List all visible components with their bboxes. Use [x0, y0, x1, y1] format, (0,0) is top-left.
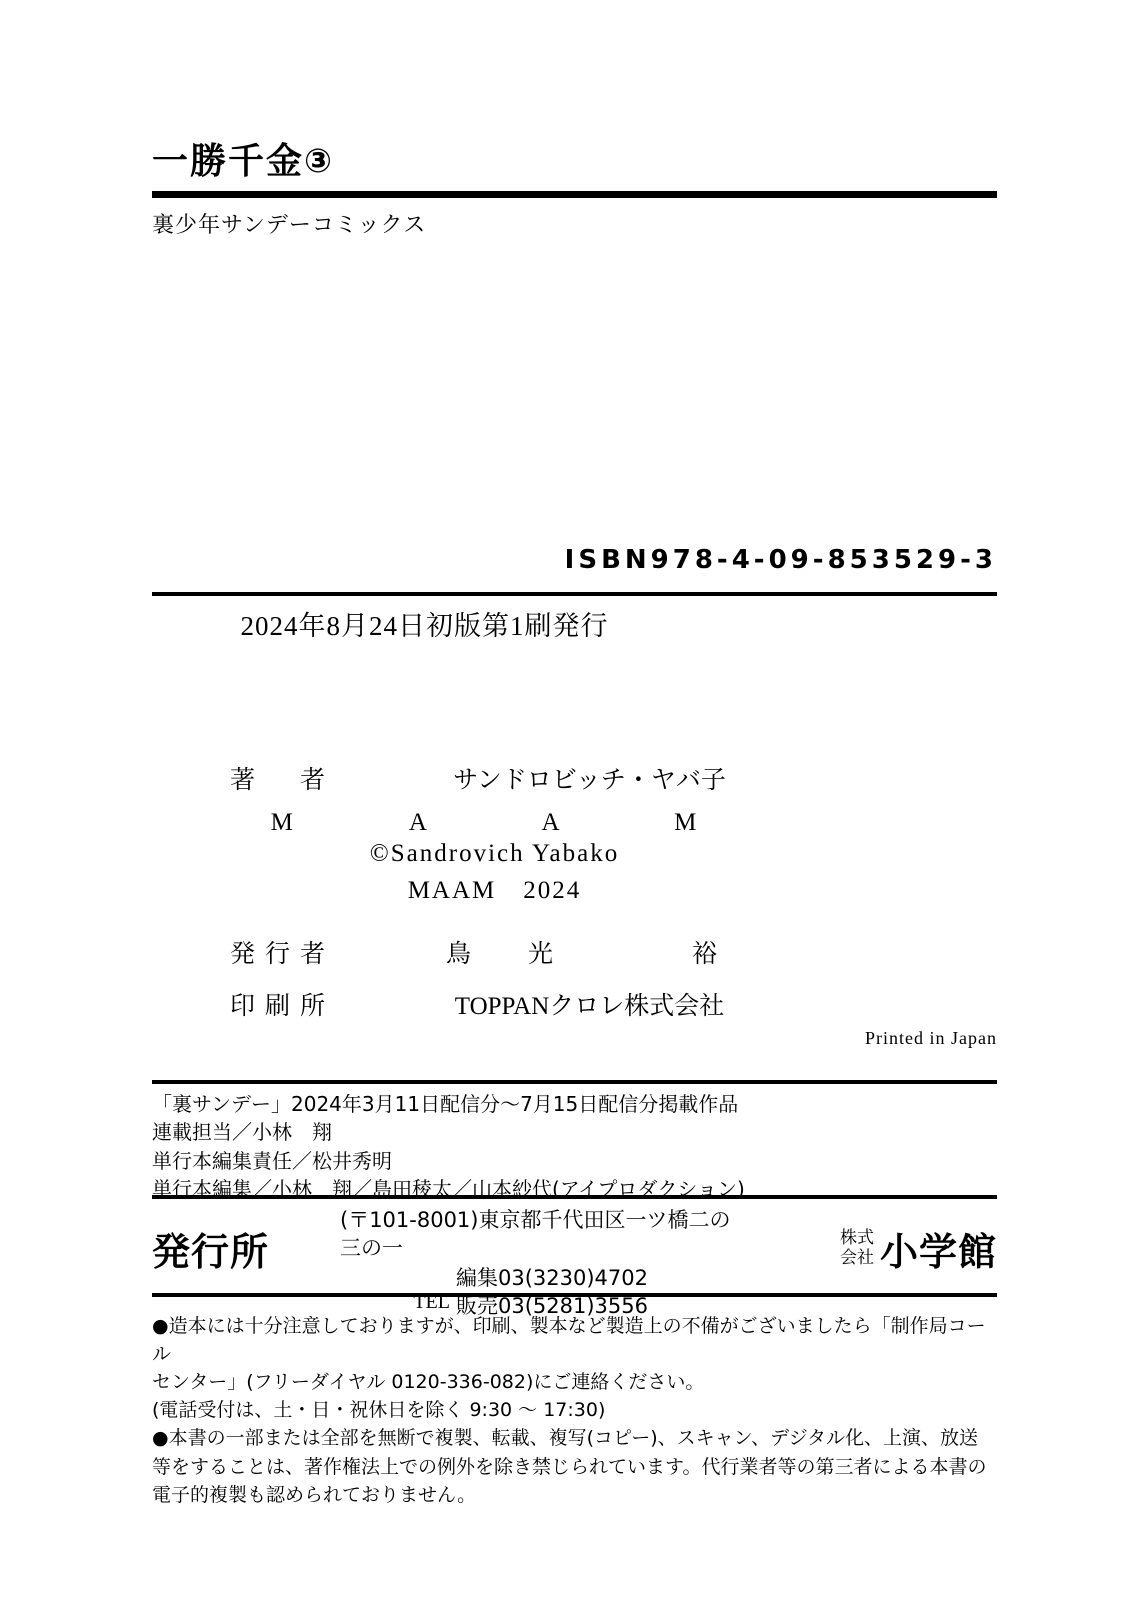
tel-label: TEL	[413, 1290, 450, 1313]
credit-row-printer	[152, 986, 997, 1022]
notices-block	[152, 1312, 997, 1509]
credits-block	[152, 760, 997, 1049]
notice-line-6: 電子的複製も認められておりません。	[152, 1483, 477, 1506]
author-name: サンドロビッチ・ヤバ子	[453, 767, 726, 794]
serialization-divider-top	[152, 1080, 997, 1084]
book-title	[152, 140, 997, 183]
publisher-address-block	[332, 1207, 747, 1321]
notice-line-4: ●本書の一部または全部を無断で複製、転載、複写(コピー)、スキャン、デジタル化、上演、放送	[152, 1427, 978, 1450]
notice-line-2: センター」(フリーダイヤル 0120-336-082)にご連絡ください。	[152, 1371, 705, 1394]
serialization-block	[152, 1080, 997, 1204]
copyright-line-2: MAAM 2024	[407, 877, 582, 904]
publication-date-block	[152, 592, 997, 643]
tel-editorial: 編集03(3230)4702	[456, 1265, 648, 1290]
serialization-line-2: 連載担当／小林 翔	[152, 1120, 332, 1145]
corporate-form-line-2: 会社	[839, 1247, 874, 1268]
publisher-address: (〒101-8001)東京都千代田区一ツ橋二の三の一	[340, 1208, 731, 1260]
notice-line-5: 等をすることは、著作権法上での例外を除き禁じられています。代行業者等の第三者による本書の	[152, 1455, 987, 1478]
serialization-lines	[152, 1090, 997, 1204]
volume-number: ③	[304, 141, 334, 180]
serialization-line-3: 単行本編集責任／松井秀明	[152, 1148, 392, 1173]
isbn-divider	[152, 592, 997, 596]
notice-line-1: ●造本には十分注意しておりますが、印刷、製本など製造上の不備がございましたら「制作局コール	[152, 1315, 986, 1366]
serialization-line-4: 単行本編集／小林 翔／島田稜太／山本紗代(アイプロダクション)	[152, 1177, 745, 1202]
publisher-block	[152, 1195, 997, 1318]
publisher-logo	[747, 1207, 997, 1276]
copyright-line-1: ©Sandrovich Yabako	[369, 840, 620, 867]
title-block	[152, 140, 997, 239]
corporate-form-line-1: 株式	[839, 1227, 874, 1248]
author-label: 著 者	[230, 767, 336, 794]
publisher-name: 小学館	[879, 1230, 997, 1274]
tel-sales: 販売03(5281)3556	[456, 1293, 648, 1318]
printer-name: TOPPANクロレ株式会社	[454, 993, 725, 1020]
publisher-inner	[152, 1199, 997, 1318]
credit-row-publisher-person	[152, 934, 997, 970]
title-divider	[152, 191, 997, 198]
serialization-line-1: 「裏サンデー」2024年3月11日配信分〜7月15日配信分掲載作品	[152, 1092, 739, 1116]
printed-in-japan: Printed in Japan	[865, 1028, 997, 1048]
publisher-label: 発行所	[152, 1230, 270, 1274]
publisher-person-name: 鳥 光 裕	[445, 941, 733, 968]
printer-label: 印刷所	[230, 993, 336, 1020]
artist-name: M A A M	[270, 809, 719, 836]
notice-line-3: (電話受付は、土・日・祝休日を除く 9:30 〜 17:30)	[152, 1399, 606, 1422]
isbn-row	[152, 545, 997, 575]
isbn-code: ISBN978-4-09-853529-3	[564, 545, 997, 575]
imprint-label: 裏少年サンデーコミックス	[152, 213, 427, 239]
credit-row-author	[152, 760, 997, 796]
corporate-form	[840, 1229, 874, 1268]
publication-date: 2024年8月24日初版第1刷発行	[240, 611, 609, 641]
book-title-text: 一勝千金	[152, 141, 305, 182]
publisher-person-label: 発行者	[230, 941, 336, 968]
